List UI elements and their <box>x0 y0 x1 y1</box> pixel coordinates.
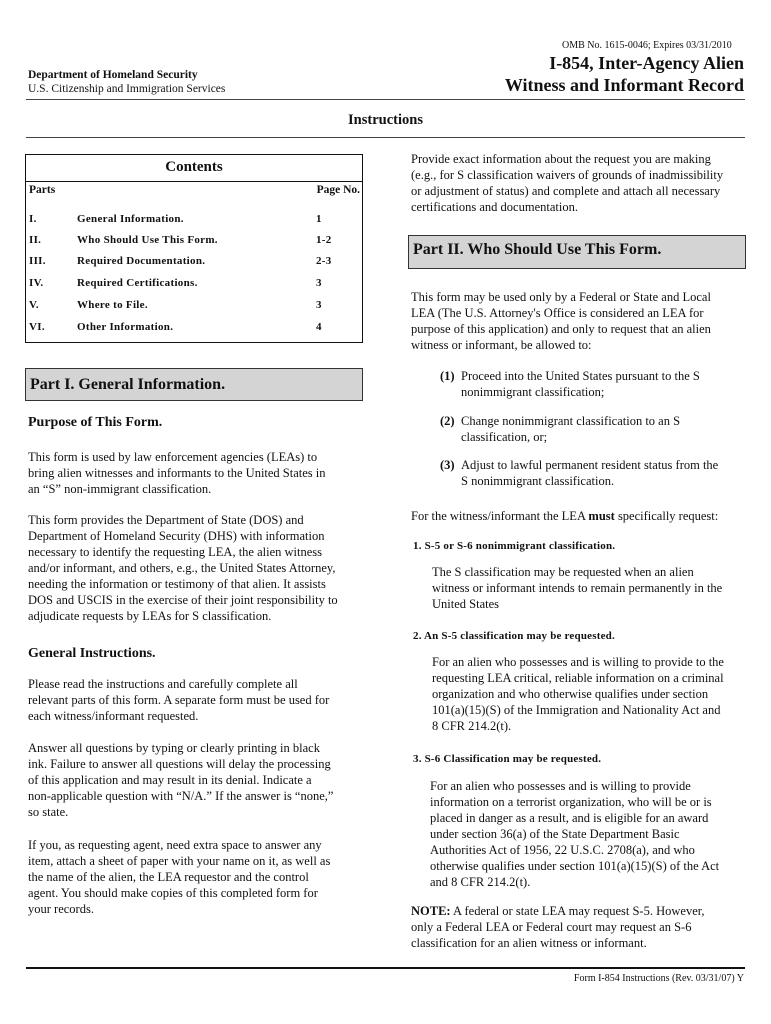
text-line: This form is used by law enforcement agencies (LEAs) to <box>28 450 318 464</box>
contents-divider <box>26 181 362 182</box>
option-number: (2) <box>440 414 455 428</box>
text-line: This form may be used only by a Federal or State and Local <box>411 290 711 304</box>
toc-label: Required Documentation. <box>77 255 206 267</box>
text-run: A federal or state LEA may request S-5. However, <box>450 904 705 918</box>
item1-title: 1. S-5 or S-6 nonimmigrant classification. <box>413 540 616 552</box>
text-line: agent. You should make copies of this completed form for <box>28 886 318 900</box>
title-divider <box>26 137 745 138</box>
item2-title: 2. An S-5 classification may be requested. <box>413 630 615 642</box>
toc-page: 1-2 <box>316 234 332 246</box>
text-line: Department of Homeland Security (DHS) with information <box>28 529 325 543</box>
option-number: (3) <box>440 458 455 472</box>
toc-label: Who Should Use This Form. <box>77 234 218 246</box>
option-item <box>440 413 750 445</box>
note-paragraph <box>411 903 751 951</box>
text-line: under section 36(a) of the State Department Basic <box>430 827 680 841</box>
text-line: ink. Failure to answer all questions will delay the processing <box>28 757 331 771</box>
toc-num: VI. <box>29 321 45 333</box>
option-number: (1) <box>440 369 455 383</box>
text-line: (e.g., for S classification waivers of grounds of inadmissibility <box>411 168 724 182</box>
text-line: LEA (The U.S. Attorney's Office is considered an LEA for <box>411 306 704 320</box>
text-line: an “S” non-immigrant classification. <box>28 482 212 496</box>
general-paragraph-3 <box>28 837 368 917</box>
toc-page: 3 <box>316 299 322 311</box>
text-line: purpose of this application) and only to request that an alien <box>411 322 711 336</box>
text-line: requesting LEA critical, reliable information on a criminal <box>432 671 724 685</box>
omb-number: OMB No. 1615-0046; Expires 03/31/2010 <box>562 40 732 51</box>
note-label: NOTE: <box>411 904 451 918</box>
item3-body <box>430 778 750 890</box>
general-paragraph-1 <box>28 676 368 724</box>
part2-heading: Part II. Who Should Use This Form. <box>408 235 746 269</box>
toc-label: Where to File. <box>77 299 148 311</box>
text-line: placed in danger as a result, and is eligible for an award <box>430 811 709 825</box>
text-line: Proceed into the United States pursuant to the S <box>461 369 700 383</box>
text-line: Please read the instructions and carefully complete all <box>28 677 298 691</box>
instructions-title: Instructions <box>348 112 423 128</box>
text-line: of this application and may result in its denial. Indicate a <box>28 773 312 787</box>
text-line: nonimmigrant classification; <box>461 385 605 399</box>
text-line: DOS and USCIS in the exercise of their joint responsibility to <box>28 593 338 607</box>
text-line: otherwise qualifies under section 101(a)(15)(S) of the Act <box>430 859 720 873</box>
footer-divider <box>26 967 745 969</box>
text-line: non-applicable question with “N/A.” If the answer is “none,” <box>28 789 334 803</box>
text-line: Change nonimmigrant classification to an S <box>461 414 681 428</box>
form-title-line1: I-854, Inter-Agency Alien <box>549 53 744 73</box>
toc-num: III. <box>29 255 46 267</box>
text-line: Answer all questions by typing or clearly printing in black <box>28 741 320 755</box>
text-line: only a Federal LEA or Federal court may request an S-6 <box>411 920 692 934</box>
toc-page: 2-3 <box>316 255 332 267</box>
contents-col-page: Page No. <box>316 184 360 196</box>
text-line: and 8 CFR 214.2(t). <box>430 875 531 889</box>
text-line: witness or informant, be allowed to: <box>411 338 592 352</box>
text-line: and/or informant, and others, e.g., the United States Attorney, <box>28 561 336 575</box>
toc-num: I. <box>29 213 37 225</box>
toc-page: 1 <box>316 213 322 225</box>
text-line: certifications and documentation. <box>411 200 578 214</box>
contents-box <box>25 154 363 343</box>
toc-num: II. <box>29 234 42 246</box>
text-line: bring alien witnesses and informants to the United States in <box>28 466 326 480</box>
footer-form-id: Form I-854 Instructions (Rev. 03/31/07) Y <box>573 973 744 984</box>
toc-label: Required Certifications. <box>77 277 198 289</box>
header-divider <box>26 99 745 100</box>
text-line: If you, as requesting agent, need extra space to answer any <box>28 838 322 852</box>
item1-body <box>432 564 752 612</box>
option-item <box>440 457 750 489</box>
text-line: your records. <box>28 902 94 916</box>
text-line: Provide exact information about the request you are making <box>411 152 711 166</box>
text-line: the name of the alien, the LEA requestor and the control <box>28 870 309 884</box>
text-line: item, attach a sheet of paper with your name on it, as well as <box>28 854 331 868</box>
text-run: For the witness/informant the LEA <box>411 509 589 523</box>
text-line: so state. <box>28 805 69 819</box>
text-line: adjudicate requests by LEAs for S classification. <box>28 609 272 623</box>
text-run: specifically request: <box>614 509 719 523</box>
text-line: relevant parts of this form. A separate form must be used for <box>28 693 330 707</box>
emphasis-must: must <box>588 509 615 523</box>
general-paragraph-2 <box>28 740 368 820</box>
text-line: For an alien who possesses and is willing to provide <box>430 779 691 793</box>
form-title-line2: Witness and Informant Record <box>504 75 744 95</box>
text-line: necessary to identify the requesting LEA, the alien witness <box>28 545 323 559</box>
purpose-paragraph-2 <box>28 512 368 624</box>
text-line: or adjustment of status) and complete and attach all necessary <box>411 184 721 198</box>
text-line: For an alien who possesses and is willing to provide to the <box>432 655 724 669</box>
purpose-heading: Purpose of This Form. <box>28 415 163 430</box>
toc-page: 3 <box>316 277 322 289</box>
toc-label: Other Information. <box>77 321 174 333</box>
part2-paragraph <box>411 289 751 353</box>
lea-request-line <box>411 508 718 524</box>
toc-num: IV. <box>29 277 44 289</box>
part1-heading: Part I. General Information. <box>25 368 363 401</box>
agency-subname: U.S. Citizenship and Immigration Services <box>28 83 226 95</box>
text-line: The S classification may be requested when an alien <box>432 565 694 579</box>
text-line: S nonimmigrant classification. <box>461 474 615 488</box>
toc-page: 4 <box>316 321 322 333</box>
text-line: 8 CFR 214.2(t). <box>432 719 512 733</box>
toc-num: V. <box>29 299 39 311</box>
item3-title: 3. S-6 Classification may be requested. <box>413 753 602 765</box>
agency-name: Department of Homeland Security <box>28 69 198 81</box>
text-line: Adjust to lawful permanent resident status from the <box>461 458 719 472</box>
general-instructions-heading: General Instructions. <box>28 646 156 661</box>
text-line: This form provides the Department of State (DOS) and <box>28 513 304 527</box>
toc-label: General Information. <box>77 213 184 225</box>
text-line: Authorities Act of 1956, 22 U.S.C. 2708(a), and who <box>430 843 695 857</box>
text-line: needing the information or testimony of that alien. It assists <box>28 577 326 591</box>
text-line: organization and who otherwise qualifies under section <box>432 687 709 701</box>
item2-body <box>432 654 752 734</box>
text-line: classification for an alien witness or informant. <box>411 936 647 950</box>
text-line: classification, or; <box>461 430 548 444</box>
text-line: United States <box>432 597 500 611</box>
intro-paragraph <box>411 151 751 215</box>
purpose-paragraph-1 <box>28 449 368 497</box>
option-item <box>440 368 750 400</box>
text-line: each witness/informant requested. <box>28 709 199 723</box>
text-line: witness or informant intends to remain permanently in the <box>432 581 723 595</box>
contents-heading: Contents <box>165 159 223 175</box>
text-line: 101(a)(15)(S) of the Immigration and Nationality Act and <box>432 703 721 717</box>
text-line: information on a terrorist organization, who will be or is <box>430 795 712 809</box>
contents-col-parts: Parts <box>29 184 56 196</box>
